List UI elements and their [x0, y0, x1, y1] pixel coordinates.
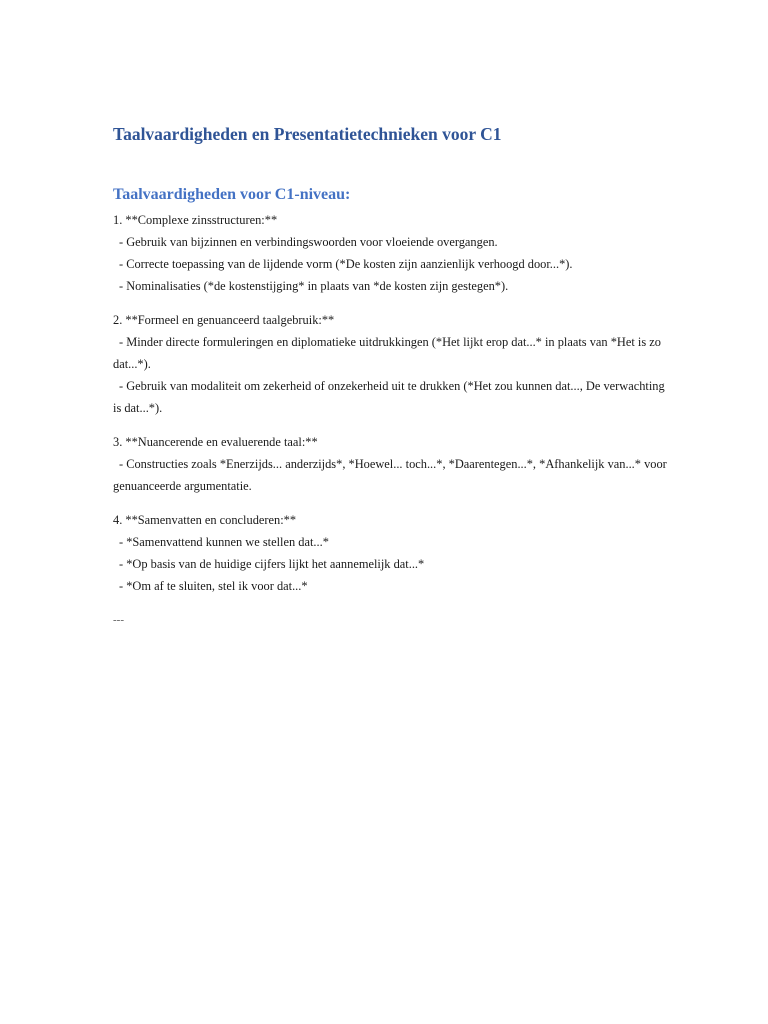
list-item-1: [113, 209, 668, 297]
item-line: - *Samenvattend kunnen we stellen dat...*: [119, 535, 329, 549]
list-item-4: [113, 509, 668, 597]
item-heading: 1. **Complexe zinsstructuren:**: [113, 213, 278, 227]
section-heading: Taalvaardigheden voor C1-niveau:: [113, 186, 351, 203]
document-title: Taalvaardigheden en Presentatietechnieken voor C1: [113, 124, 502, 144]
list-item-3: [113, 431, 668, 497]
item-line: - Constructies zoals *Enerzijds... anderzijds*, *Hoewel... toch...*, *Daarentegen...*, *Afhankelijk van...* voor genuanceerde argumentatie.: [113, 457, 667, 493]
item-heading: 3. **Nuancerende en evaluerende taal:**: [113, 435, 318, 449]
item-line: - Nominalisaties (*de kostenstijging* in plaats van *de kosten zijn gestegen*).: [119, 279, 509, 293]
item-heading: 2. **Formeel en genuanceerd taalgebruik:**: [113, 313, 335, 327]
item-line: - Gebruik van bijzinnen en verbindingswoorden voor vloeiende overgangen.: [119, 235, 498, 249]
item-line: - *Om af te sluiten, stel ik voor dat...*: [119, 579, 308, 593]
document-body: [113, 209, 668, 631]
item-line: - Correcte toepassing van de lijdende vorm (*De kosten zijn aanzienlijk verhoogd door...*).: [119, 257, 573, 271]
list-item-2: [113, 309, 668, 419]
item-heading: 4. **Samenvatten en concluderen:**: [113, 513, 297, 527]
horizontal-rule-marker: ---: [113, 614, 124, 626]
item-line: - Minder directe formuleringen en diplomatieke uitdrukkingen (*Het lijkt erop dat...* in plaats van *Het is zo dat...*).: [113, 335, 661, 371]
item-line: - Gebruik van modaliteit om zekerheid of onzekerheid uit te drukken (*Het zou kunnen dat..., De verwachting is dat...*).: [113, 379, 665, 415]
item-line: - *Op basis van de huidige cijfers lijkt het aannemelijk dat...*: [119, 557, 425, 571]
